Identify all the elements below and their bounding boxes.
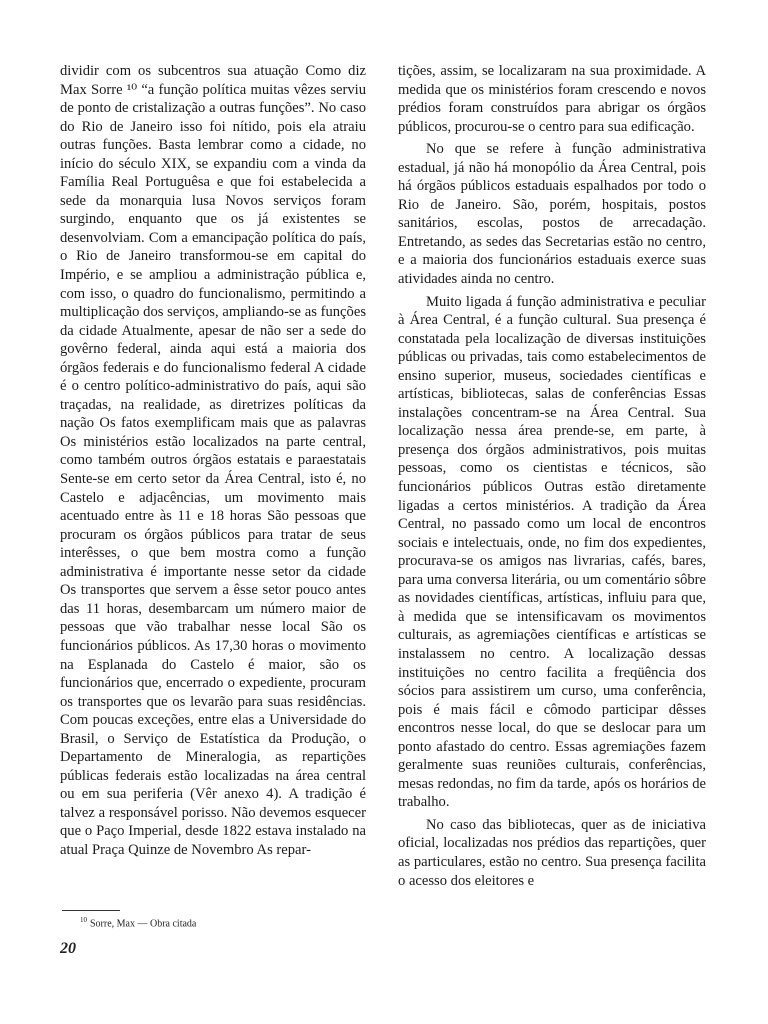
body-paragraph: No que se refere à função administrativa estadual, já não há monopólio da Área Central, pois há órgãos públicos estaduais espalhados por todo o Rio de Janeiro. São, porém, hospitais, postos sanitários, escolas, postos de arrecadação. Entretando, as sedes das Secretarias estão no centro, e a maioria dos funcionários estaduais exerce suas atividades ainda no centro. bbox=[398, 141, 706, 288]
page-number: 20 bbox=[60, 940, 76, 957]
body-paragraph: tições, assim, se localizaram na sua proximidade. A medida que os ministérios foram crescendo e novos prédios foram construídos para abrigar os órgãos públicos, procurou-se o centro para sua edificação. bbox=[398, 63, 706, 135]
body-paragraph: No caso das bibliotecas, quer as de iniciativa oficial, localizadas nos prédios das repartições, quer as particulares, estão no centro. Sua presença facilita o acesso dos eleitores e bbox=[398, 816, 706, 889]
left-text-column bbox=[60, 62, 366, 860]
footnote-text: Sorre, Max — Obra citada bbox=[90, 918, 197, 930]
body-paragraph: dividir com os subcentros sua atuação Como diz Max Sorre ¹⁰ “a função política muitas vêzes serviu de ponto de cristalização a outras funções”. No caso do Rio de Janeiro isso foi nítido, pois ela atraiu outras funções. Basta lembrar como a cidade, no início do século XIX, se expandiu com a vinda da Família Real Portuguêsa e que foi estabelecida a sede da monarquia lusa Novos serviços foram surgindo, enquanto que os já existentes se desenvolviam. Com a emancipação política do país, o Rio de Janeiro transformou-se em capital do Império, e se ampliou a administração pública e, com isso, o quadro do funcionalismo, permitindo a multiplicação dos serviços, ampliando-se as funções da cidade Atualmente, apesar de não ser a sede do govêrno federal, ainda aqui está a maioria dos órgãos federais e do funcionalismo federal A cidade é o centro político-administrativo do país, aqui são traçadas, na realidade, as diretrizes políticas da nação Os fatos exemplificam mais que as palavras Os ministérios estão localizados na parte central, como também outros órgãos estatais e paraestatais Sente-se em certo setor da Área Central, isto é, no Castelo e adjacências, um movimento mais acentuado entre às 11 e 18 horas São pessoas que procuram os órgãos públicos para tratar de seus interêsses, o que bem mostra como a função administrativa é importante nesse setor da cidade Os transportes que servem a êsse setor pouco antes das 11 horas, desembarcam um número maior de pessoas que vão trabalhar nesse local São os funcionários públicos. As 17,30 horas o movimento na Esplanada do Castelo é maior, são os funcionários que, encerrado o expediente, procuram os transportes que os levarão para suas residências. Com poucas exceções, entre elas a Universidade do Brasil, o Serviço de Estatística da Produção, o Departamento de Mineralogia, as repartições públicas federais estão localizadas na área central ou em sua periferia (Vêr anexo 4). A tradição é talvez a responsável porisso. Não devemos esquecer que o Paço Imperial, desde 1822 estava instalado na atual Praça Quinze de Novembro As repar- bbox=[60, 63, 366, 858]
body-paragraph: Muito ligada á função administrativa e peculiar à Área Central, é a função cultural. Sua presença é constatada pela localização de diversas instituições públicas ou privadas, tais como estabelecimentos de ensino superior, museus, sociedades científicas e artísticas, bibliotecas, salas de conferências Essas instalações concentram-se na Área Central. Sua localização nessa área prende-se, em parte, à presença dos órgãos administrativos, pois muitas pessoas, como os cientistas e técnicos, são funcionários públicos Outras estão diretamente ligadas a certos ministérios. A tradição da Área Central, no passado como um local de encontros sociais e intelectuais, onde, no fim dos expedientes, procurava-se os amigos nas livrarias, cafés, bares, para uma conversa literária, ou um comentário sôbre as novidades científicas, artísticas, influiu para que, à medida que se intensificavam os movimentos culturais, as agremiações científicas e artísticas se instalassem no centro. A localização dessas instituições no centro facilita a freqüência dos sócios para assistirem um curso, uma conferência, pois é mais fácil e cômodo participar dêsses encontros nesse local, do que se deslocar para um ponto afastado do centro. Essas agremiações fazem geralmente suas reuniões culturais, conferências, mesas redondas, no fim da tarde, após os horários de trabalho. bbox=[398, 293, 706, 811]
footnote bbox=[80, 914, 196, 930]
right-text-column bbox=[398, 62, 706, 890]
footnote-divider bbox=[62, 910, 120, 911]
footnote-marker: 10 bbox=[80, 916, 87, 924]
